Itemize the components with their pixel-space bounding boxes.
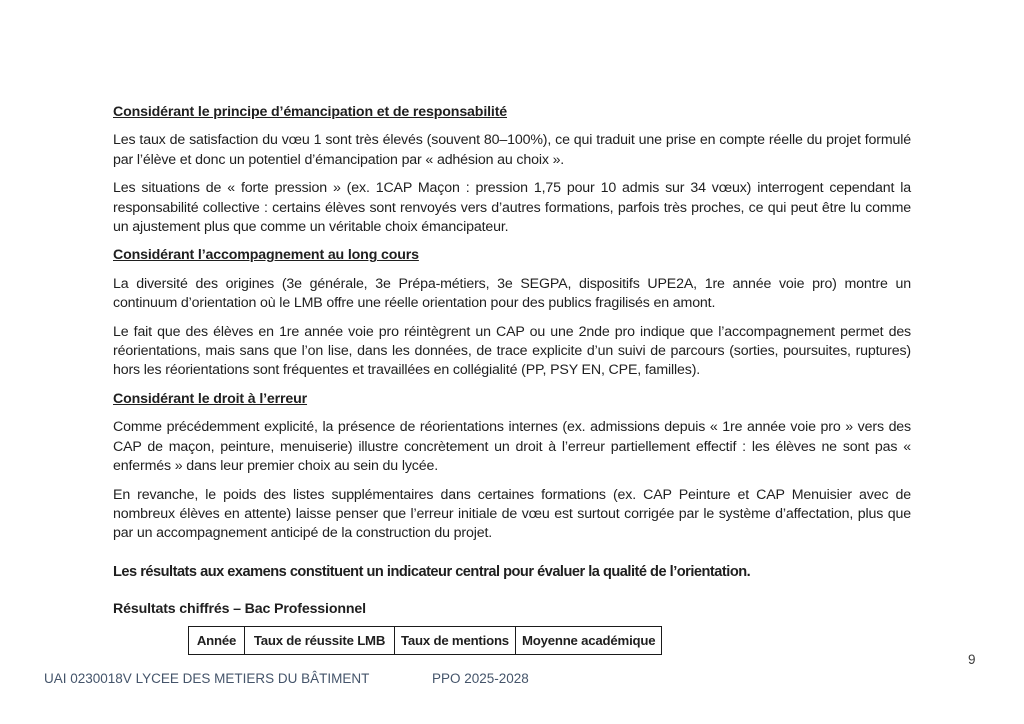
section-heading-droit-erreur: Considérant le droit à l’erreur [113, 390, 308, 407]
document-body [113, 103, 911, 655]
footer-document-reference: PPO 2025-2028 [432, 671, 529, 686]
results-subtitle: Résultats chiffrés – Bac Professionnel [113, 600, 366, 617]
footer-establishment-id: UAI 0230018V LYCEE DES METIERS DU BÂTIMENT [44, 671, 370, 686]
key-statement: Les résultats aux examens constituent un indicateur central pour évaluer la qualité de l’orientation. [113, 563, 751, 580]
page-footer [44, 671, 980, 691]
column-header-taux-mentions: Taux de mentions [395, 627, 516, 655]
paragraph: Les taux de satisfaction du vœu 1 sont très élevés (souvent 80–100%), ce qui traduit une prise en compte réelle du projet formulé par l’élève et donc un potentiel d’émancipation par « adhésion au choix ». [113, 132, 911, 168]
page-number: 9 [968, 652, 976, 667]
paragraph: Comme précédemment explicité, la présence de réorientations internes (ex. admissions depuis « 1re année voie pro » vers des CAP de maçon, peinture, menuiserie) illustre concrètement un droit à l’erreur partiellement effectif : les élèves ne sont pas « enfermés » dans leur premier choix au sein du lycée. [113, 419, 911, 475]
column-header-annee: Année [189, 627, 245, 655]
table-header-row [189, 627, 662, 655]
section-heading-accompagnement: Considérant l’accompagnement au long cours [113, 247, 419, 264]
paragraph: En revanche, le poids des listes supplémentaires dans certaines formations (ex. CAP Peinture et CAP Menuisier avec de nombreux élèves en attente) laisse penser que l’erreur initiale de vœu est surtout corrigée par le système d’affectation, plus que par un accompagnement anticipé de la construction du projet. [113, 486, 911, 542]
column-header-taux-reussite: Taux de réussite LMB [245, 627, 395, 655]
paragraph: Le fait que des élèves en 1re année voie pro réintègrent un CAP ou une 2nde pro indique que l’accompagnement permet des réorientations, mais sans que l’on lise, dans les données, de trace explicite d’un suivi de parcours (sorties, poursuites, ruptures) hors les réorientations sont fréquentes et travaillées en collégialité (PP, PSY EN, CPE, familles). [113, 323, 911, 379]
results-table [188, 626, 662, 655]
section-heading-emancipation: Considérant le principe d’émancipation et de responsabilité [113, 104, 508, 120]
column-header-moyenne: Moyenne académique [515, 627, 661, 655]
paragraph: Les situations de « forte pression » (ex. 1CAP Maçon : pression 1,75 pour 10 admis sur 34 vœux) interrogent cependant la responsabilité collective : certains élèves sont renvoyés vers d’autres formations, parfois très proches, ce qui peut être lu comme un ajustement plus que comme un véritable choix émancipateur. [113, 180, 911, 236]
paragraph: La diversité des origines (3e générale, 3e Prépa-métiers, 3e SEGPA, dispositifs UPE2A, 1re année voie pro) montre un continuum d’orientation où le LMB offre une réelle orientation pour des publics fragilisés en amont. [113, 275, 911, 312]
